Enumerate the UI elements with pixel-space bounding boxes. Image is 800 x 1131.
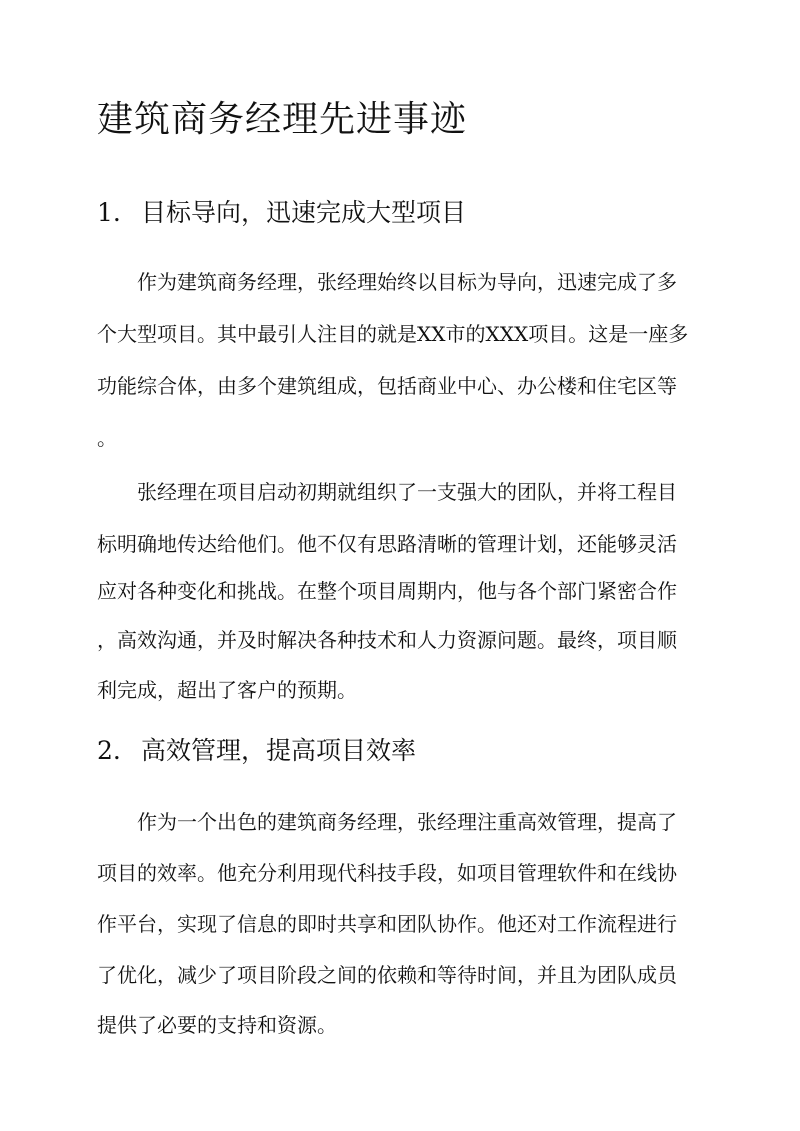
paragraph-line: 个大型项目。其中最引人注目的就是XX市的XXX项目。这是一座多 [97, 322, 689, 346]
paragraph-line: 了优化，减少了项目阶段之间的依赖和等待时间，并且为团队成员 [97, 963, 677, 987]
paragraph-line: 功能综合体，由多个建筑组成，包括商业中心、办公楼和住宅区等 [97, 374, 677, 398]
section-number: 1. [97, 198, 121, 227]
paragraph-line: 项目的效率。他充分利用现代科技手段，如项目管理软件和在线协 [97, 861, 677, 885]
paragraph-line: 利完成，超出了客户的预期。 [97, 678, 357, 702]
paragraph-line: 应对各种变化和挑战。在整个项目周期内，他与各个部门紧密合作 [97, 579, 677, 603]
section-heading-text: 高效管理，提高项目效率 [141, 736, 417, 765]
paragraph-line: 作平台，实现了信息的即时共享和团队协作。他还对工作流程进行 [97, 912, 677, 936]
section-heading-2 [97, 734, 416, 768]
document-title: 建筑商务经理先进事迹 [97, 99, 468, 140]
paragraph-line: 作为一个出色的建筑商务经理，张经理注重高效管理，提高了 [137, 810, 677, 834]
paragraph-line: 。 [97, 426, 117, 450]
paragraph-line: 张经理在项目启动初期就组织了一支强大的团队，并将工程目 [137, 480, 677, 504]
paragraph-line: 标明确地传达给他们。他不仅有思路清晰的管理计划，还能够灵活 [97, 532, 677, 556]
section-number: 2. [97, 736, 121, 765]
section-heading-text: 目标导向，迅速完成大型项目 [141, 198, 467, 227]
paragraph-line: 作为建筑商务经理，张经理始终以目标为导向，迅速完成了多 [137, 270, 677, 294]
paragraph-line: ，高效沟通，并及时解决各种技术和人力资源问题。最终，项目顺 [97, 628, 677, 652]
paragraph-line: 提供了必要的支持和资源。 [97, 1013, 337, 1037]
section-heading-1 [97, 196, 466, 230]
